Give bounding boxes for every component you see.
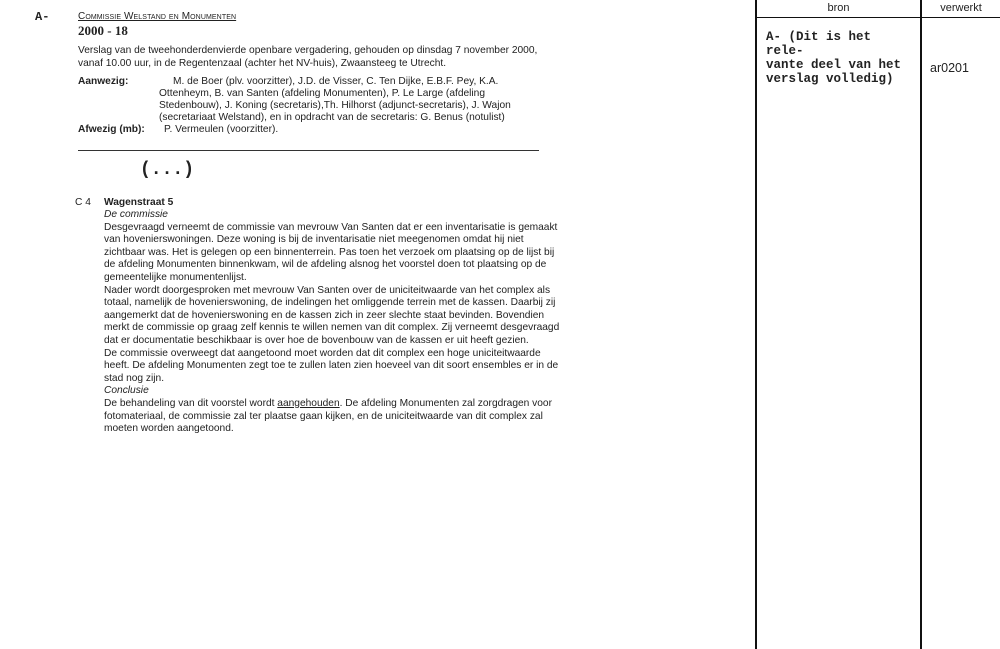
verwerkt-column-header: verwerkt [940,2,982,14]
present-names: M. de Boer (plv. voorzitter), J.D. de Visser, C. Ten Dijke, E.B.F. Pey, K.A. Ottenheym, B. van Santen (afdeling Monumenten), P. Le Large (afdeling Stedenbouw), J. Koning (secretaris),Th. Hilhorst (adjunct-secretaris), J. Wajon (secretariaat Welstand), en in opdracht van de secretaris: G. Benus (notulist) [159,76,511,123]
column-header-rule [755,17,1000,18]
meeting-intro: Verslag van de tweehonderdenvierde openbare vergadering, gehouden op dinsdag 7 november 2000, vanaf 10.00 uur, in de Regentenzaal (achter het NV-huis), Zwaansteeg te Utrecht. [78,45,538,69]
subheading-commissie: De commissie [104,209,168,220]
conclusion-text-start: De behandeling van dit voorstel wordt [104,397,278,409]
verwerkt-code: ar0201 [930,61,969,75]
present-list [159,76,549,124]
paragraph-1: Desgevraagd verneemt de commissie van mevrouw Van Santen dat er een inventarisatie is gemaakt van hovenierswoningen. Deze woning is bij de inventarisatie niet meegenomen omdat hij niet zichtbaar was. Het is gelegen op een binnenterrein. Pas toen het verzoek om plaatsing op de lijst bij de afdeling Monumenten binnenkwam, wil de afdeling alsnog het voorstel doen tot plaatsing op de gemeentelijke monumentenlijst. [104,221,558,283]
conclusion-decision: aangehouden [277,397,340,409]
section-title: Wagenstraat 5 [104,197,174,208]
conclusion-paragraph [104,398,566,436]
absent-label: Afwezig (mb): [78,124,145,135]
bron-column-header: bron [827,2,850,14]
document-number: 2000 - 18 [78,23,128,38]
column-rule-left [755,0,757,649]
organisation-name: Commissie Welstand en Monumenten [78,11,237,22]
section-body [104,209,566,436]
subheading-conclusie: Conclusie [104,385,149,397]
section-number: C 4 [75,197,91,208]
conclusion-text-end: . De afdeling Monumenten zal zorgdragen voor fotomateriaal, de commissie zal ter plaatse gaan kijken, en de uniciteitwaarde van dit complex zal moeten worden aangetoond. [104,397,552,435]
section-divider [78,150,539,151]
paragraph-3: De commissie overweegt dat aangetoond moet worden dat dit complex een hoge uniciteitwaarde heeft. De afdeling Monumenten zegt toe te zullen laten zien hoeveel van dit soort ensembles er in de stad nog zijn. [104,347,559,384]
present-label: Aanwezig: [78,76,129,87]
column-rule-right [920,0,922,649]
margin-marker: A- [35,10,50,24]
organisation-heading [78,11,236,22]
bron-note: A- (Dit is het rele- vante deel van het verslag volledig) [766,30,902,86]
paragraph-2: Nader wordt doorgesproken met mevrouw Van Santen over de uniciteitwaarde van het complex als totaal, namelijk de hovenierswoning, de indelingen het omliggende terrein met de kassen. Daarbij zij aangemerkt dat de hovenierswoning en de kassen zich in zeer slechte staat bevinden. Bovendien merkt de commissie op graag zelf kennis te willen nemen van dit complex. Zij verneemt desgevraagd dat er documentatie beschikbaar is over hoe de bovenbouw van de kassen er uit heeft gezien. [104,284,560,346]
absent-list: P. Vermeulen (voorzitter). [164,124,279,135]
omission-marker: (...) [140,160,195,180]
